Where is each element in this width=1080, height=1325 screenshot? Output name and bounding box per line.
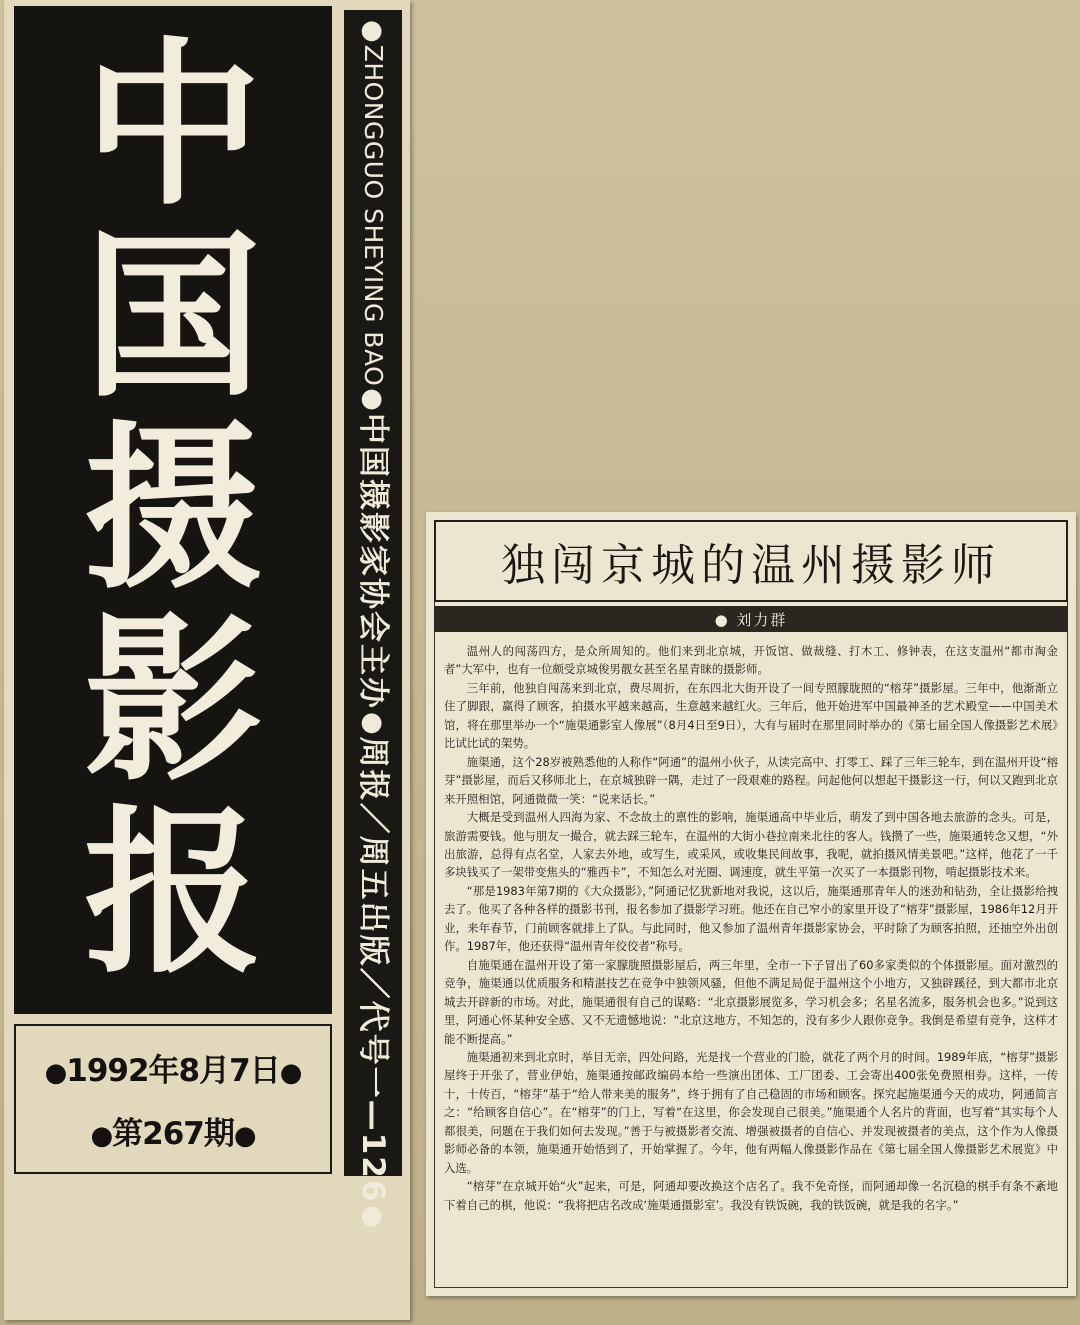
article-body: [444, 642, 1058, 1284]
issue-date: ●1992年8月7日●: [44, 1053, 302, 1089]
bullet-icon: ●: [233, 1121, 256, 1151]
bullet-icon: ●: [358, 711, 388, 735]
title-char: 中: [84, 22, 262, 229]
issue-number: ●第267期●: [90, 1116, 256, 1152]
article-paragraph: 施渠通初来到北京时，举目无亲，四处问路，光是找一个营业的门脸，就花了两个月的时间。1989年底，“榕芽”摄影屋终于开张了，营业伊始，施渠通按邮政编码本给一些演出团体、工厂团委、工会寄出400张免费照相券。这样，一传十，十传百，“榕芽”基于“给人带来美的服务”，终于拥有了自己稳固的市场和顾客。探究起施渠通今天的成功，阿通简言之：“给顾客自信心”。在“榕芽”的门上，写着“在这里，你会发现自己很美。”施渠通个人名片的背面，也写着“其实每个人都很美，问题在于我们如何去发现。”善于与被摄影者交流、增强被摄者的自信心、并发现被摄者的美点，这个作为人像摄影师必备的本领，施渠通开始悟到了，开始掌握了。今年，他有两幅人像摄影作品在《第七届全国人像摄影艺术展览》中入选。: [444, 1049, 1058, 1175]
issue-info-box: [14, 1024, 332, 1174]
headline-box: [434, 520, 1068, 602]
vertical-info-strip: [344, 10, 402, 1229]
title-char: 国: [84, 214, 262, 421]
bullet-icon: ●: [358, 1205, 388, 1229]
vertical-info-text: [346, 18, 400, 1229]
title-char: 报: [84, 790, 262, 997]
byline-bar: [434, 606, 1068, 632]
article-paragraph: 温州人的闯荡四方，是众所周知的。他们来到北京城，开饭馆、做裁缝、打木工、修钟表，在这支温州“都市淘金者”大军中，也有一位颇受京城俊男靓女甚至名星青睐的摄影师。: [444, 644, 1058, 677]
pinyin-title: ZHONGGUO SHEYING BAO: [359, 44, 388, 387]
article-paragraph: 大概是受到温州人四海为家、不念故土的禀性的影响，施渠通高中毕业后，萌发了到中国各地去旅游的念头。可是，旅游需要钱。他与朋友一撮合，就去踩三轮车，在温州的大街小巷拉南来北往的客人。钱攒了一些，施渠通转念又想，“外出旅游，总得有点名堂，人家去外地，或写生，或采风，或收集民间故事，我呢，就拍摄风情美景吧。”这样，他花了一千多块钱买了一架带变焦头的“雅西卡”，不知怎么对光圈、调速度，就生平第一次买了一本摄影刊物，啃起摄影技术来。: [444, 810, 1058, 880]
title-char: 摄: [84, 406, 262, 613]
bullet-icon: ●: [279, 1058, 302, 1088]
frequency-line: 周报／周五出版／代号一—126: [355, 736, 391, 1204]
article-paragraph: 三年前，他独自闯荡来到北京，费尽周折，在东四北大街开设了一间专照朦胧照的“榕芽”摄影屋。三年中，他渐渐立住了脚跟，赢得了顾客，拍摄水平越来越高，生意越来越红火。三年后，他开始进军中国最神圣的艺术殿堂——中国美术馆，将在那里举办一个“施渠通影室人像展”（8月4日至9日），大有与届时在那里同时举办的《第七届全国人像摄影艺术展》比试比试的架势。: [444, 680, 1058, 751]
bullet-icon: ●: [90, 1121, 113, 1151]
article-clipping: [426, 512, 1076, 1296]
article-paragraph: 施渠通，这个28岁被熟悉他的人称作“阿通”的温州小伙子，从读完高中、打零工、踩了三年三轮车，到在温州开设“榕芽”摄影屋，而后又移师北上，在京城独辟一隅，走过了一段艰难的路程。问起他何以想起干摄影这一行，何以又跑到北京来开照相馆，阿通微微一笑：“说来话长。”: [444, 754, 1058, 806]
article-paragraph: “那是1983年第7期的《大众摄影》，”阿通记忆犹新地对我说，这以后，施渠通那青年人的迷劲和钻劲，全让摄影给拽去了。他买了各种各样的摄影书刊，报名参加了摄影学习班。他还在自己窄小的家里开设了“榕芽”摄影屋，1986年12月开业，来年春节，门前顾客就排上了队。与此同时，他又参加了温州青年摄影家协会，平时除了为顾客拍照，还抽空外出创作。1987年，他还获得“温州青年佼佼者”称号。: [444, 883, 1058, 954]
article-paragraph: “榕芽”在京城开始“火”起来，可是，阿通却要改换这个店名了。我不免奇怪，而阿通却像一名沉稳的棋手有条不紊地下着自己的棋，他说：“我将把店名改成‘施渠通摄影室’。我没有铁饭碗，我的铁饭碗，就是我的名字。”: [444, 1179, 1058, 1212]
publisher-line: 中国摄影家协会主办: [355, 412, 391, 710]
article-byline: ● 刘力群: [714, 610, 788, 629]
bullet-icon: ●: [358, 388, 388, 411]
article-headline: 独闯京城的温州摄影师: [501, 540, 1001, 591]
masthead-clipping: [4, 0, 410, 1320]
bullet-icon: ●: [714, 610, 737, 629]
title-char: 影: [84, 598, 262, 805]
article-paragraph: 自施渠通在温州开设了第一家朦胧照摄影屋后，两三年里，全市一下子冒出了60多家类似的个体摄影屋。面对激烈的竞争，施渠通以优质服务和精湛技艺在竞争中独领风骚，但他不满足局促于温州这个小地方，又独辟蹊径，到大都市北京城去开辟新的市场。对此，施渠通很有自己的谋略：“北京摄影展览多，学习机会多；名星名流多，服务机会也多。”说到这里，阿通心怀某种安全感、又不无遗憾地说：“北京这地方，不知怎的，没有多少人跟你竞争。我倒是希望有竞争，这样才能不断提高。”: [444, 957, 1058, 1046]
bullet-icon: ●: [44, 1058, 67, 1088]
newspaper-title-block: [14, 6, 332, 1014]
bullet-icon: ●: [358, 20, 388, 43]
